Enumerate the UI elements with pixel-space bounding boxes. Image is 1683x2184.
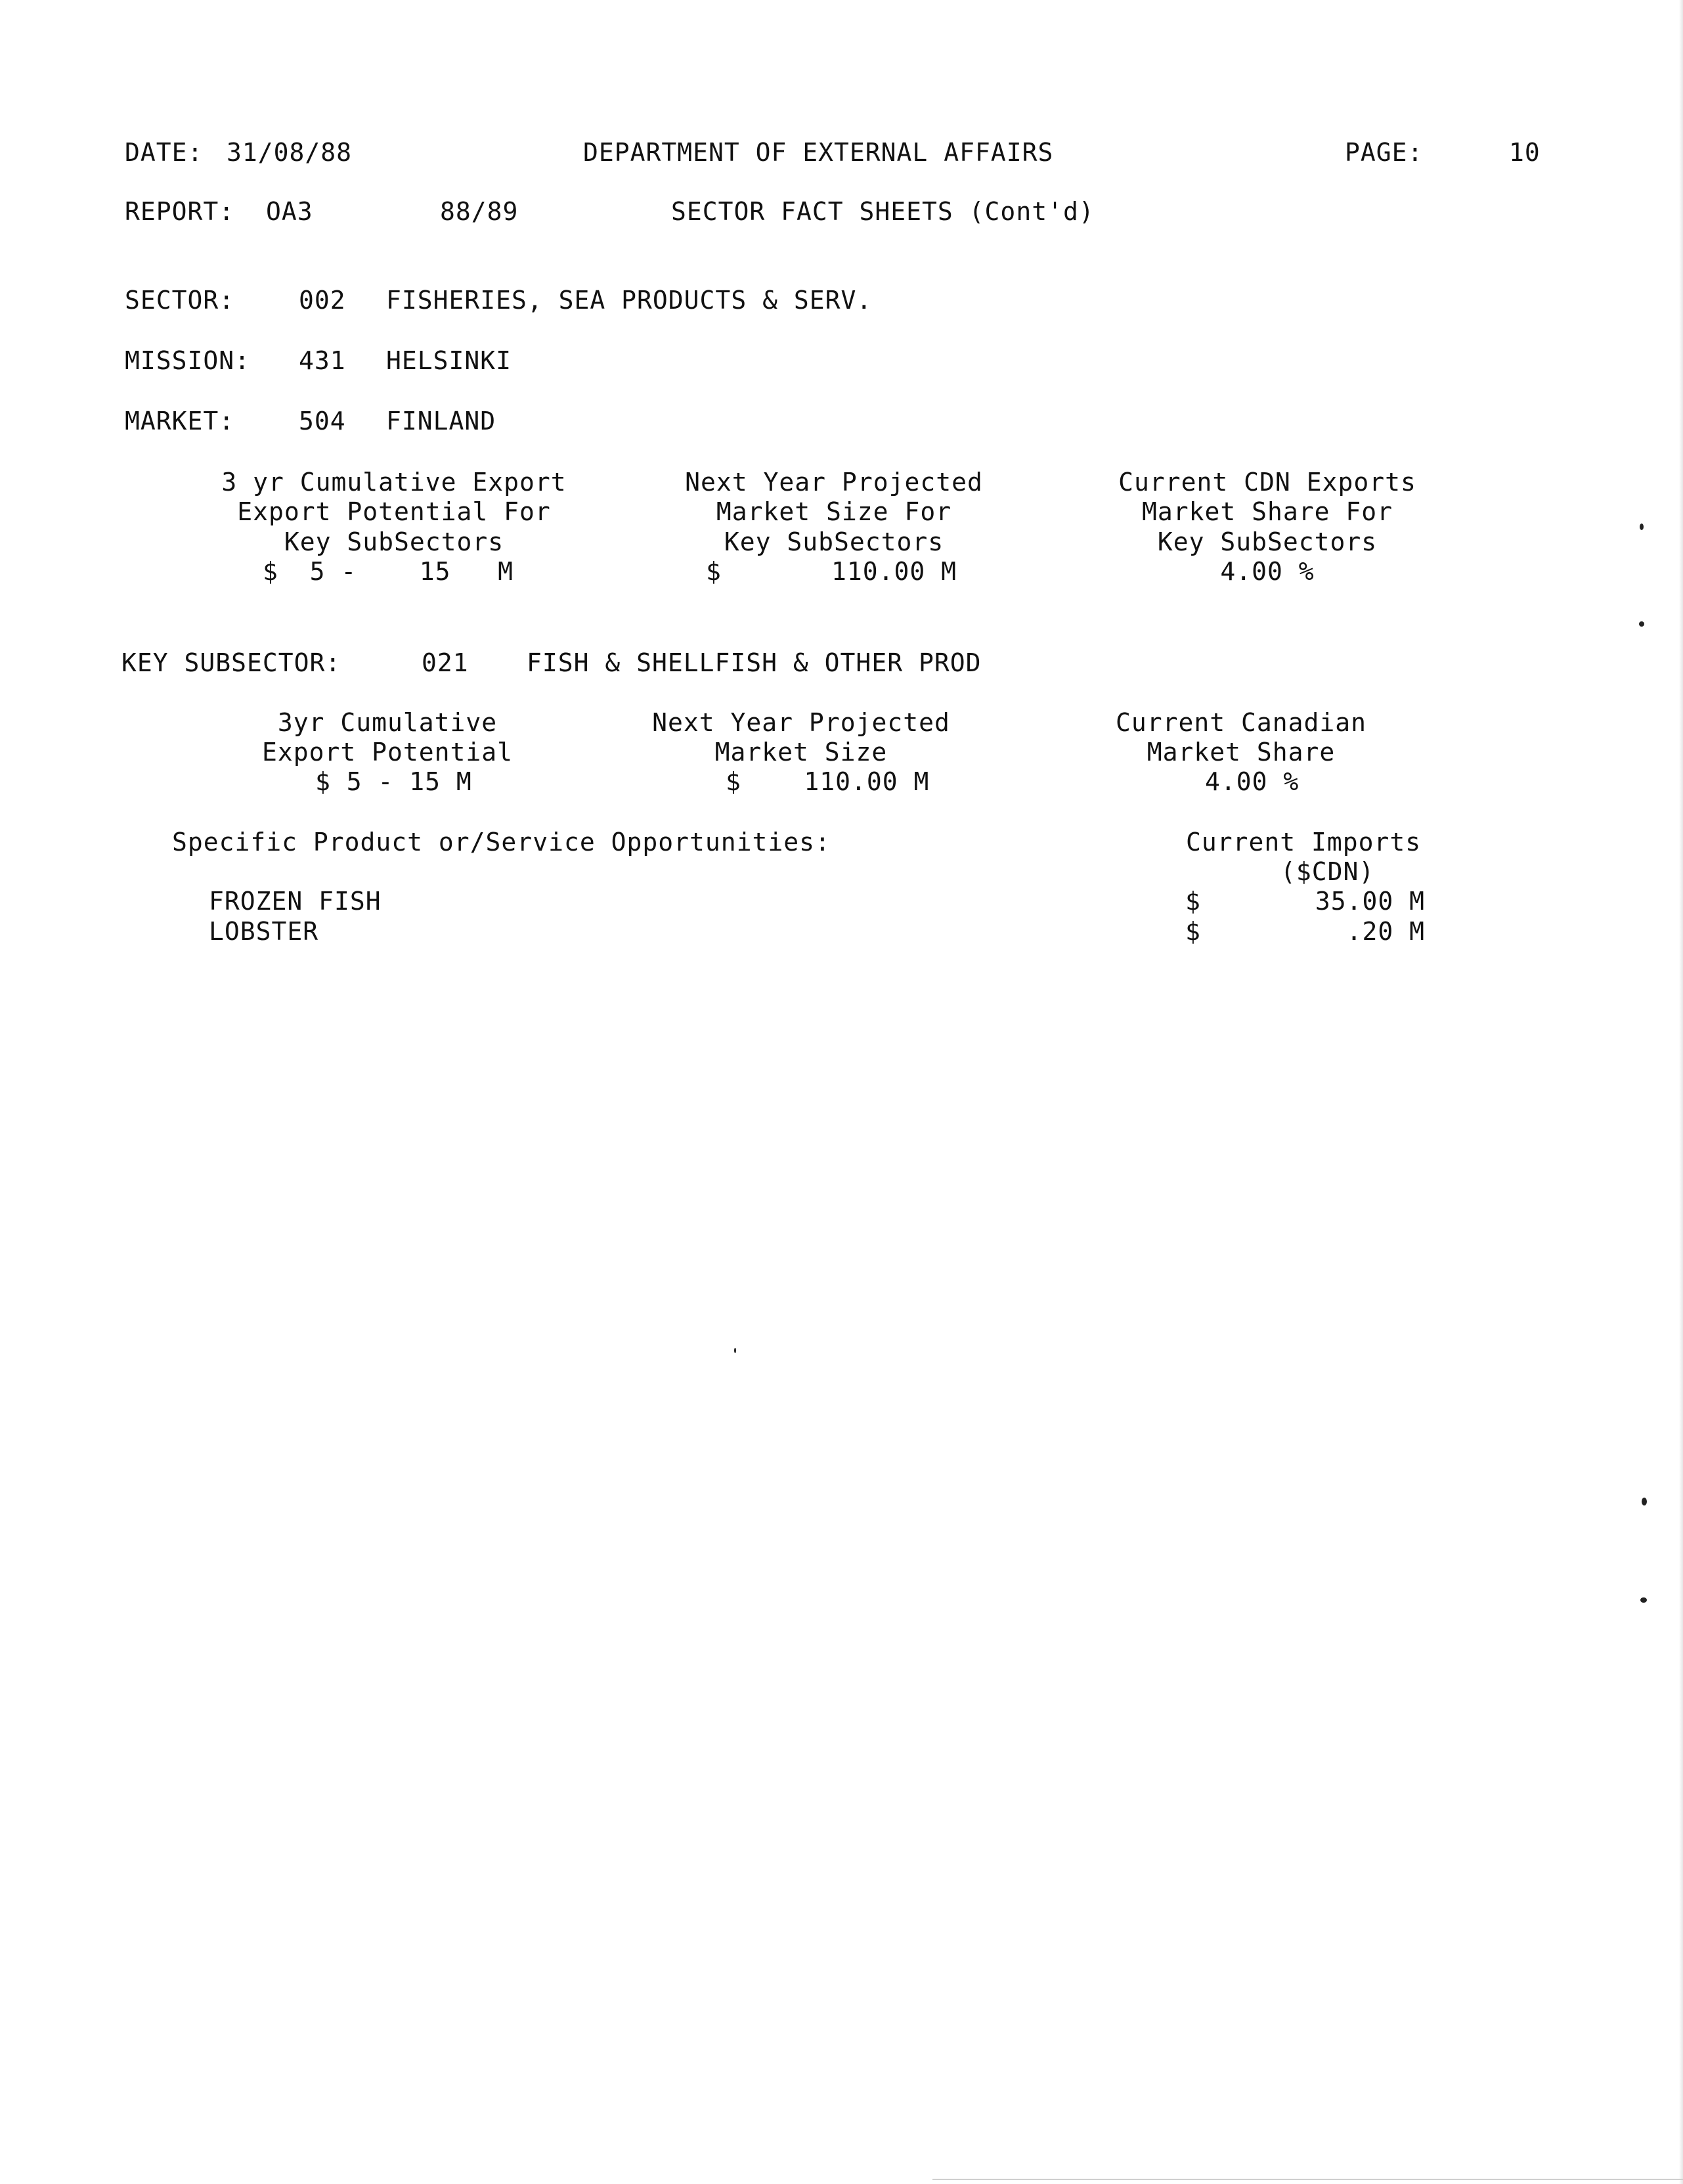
subsector-col3-line1: Current Canadian <box>1115 708 1367 737</box>
subsector-market-share-value: 4.00 % <box>1205 767 1300 796</box>
report-code: OA3 <box>266 197 313 226</box>
report-period: 88/89 <box>440 197 519 226</box>
scan-speck <box>1642 1498 1647 1505</box>
page-label: PAGE: <box>1345 138 1424 167</box>
report-label: REPORT: <box>125 197 235 226</box>
sector-market-share-value: 4.00 % <box>1220 557 1315 586</box>
date-label: DATE: <box>125 138 204 167</box>
sector-col2-line1: Next Year Projected <box>685 468 983 497</box>
subsector-col2-line2: Market Size <box>714 738 888 767</box>
department-title: DEPARTMENT OF EXTERNAL AFFAIRS <box>583 138 1054 167</box>
frozen-fish-amount: 35.00 M <box>1315 887 1425 916</box>
imports-heading: Current Imports <box>1186 828 1422 857</box>
key-subsector-code: 021 <box>422 648 469 677</box>
sector-code: 002 <box>299 286 346 315</box>
sector-name: FISHERIES, SEA PRODUCTS & SERV. <box>386 286 873 315</box>
imports-unit: ($CDN) <box>1280 857 1375 886</box>
report-title: SECTOR FACT SHEETS (Cont'd) <box>671 197 1095 226</box>
sector-col3-line3: Key SubSectors <box>1157 527 1378 556</box>
sector-col3-line2: Market Share For <box>1141 497 1393 526</box>
scan-edge <box>1679 0 1683 2184</box>
mission-name: HELSINKI <box>386 346 512 375</box>
sector-col1-line3: Key SubSectors <box>284 527 504 556</box>
lobster-currency: $ <box>1185 917 1201 946</box>
sector-col1-line1: 3 yr Cumulative Export <box>221 468 567 497</box>
scan-bottom-line <box>932 2179 1683 2180</box>
key-subsector-name: FISH & SHELLFISH & OTHER PROD <box>527 648 982 677</box>
scan-speck <box>734 1348 736 1353</box>
subsector-market-size-value: $ 110.00 M <box>726 767 930 796</box>
subsector-col1-line1: 3yr Cumulative <box>277 708 498 737</box>
subsector-col3-line2: Market Share <box>1147 738 1336 767</box>
scan-speck <box>1639 621 1644 627</box>
mission-label: MISSION: <box>125 346 251 375</box>
sector-market-size-value: $ 110.00 M <box>706 557 957 586</box>
key-subsector-label: KEY SUBSECTOR: <box>121 648 341 677</box>
market-code: 504 <box>299 407 346 435</box>
subsector-col1-line2: Export Potential <box>261 738 514 767</box>
frozen-fish-currency: $ <box>1185 887 1201 916</box>
market-label: MARKET: <box>125 407 235 435</box>
sector-col3-line1: Current CDN Exports <box>1118 468 1416 497</box>
date-value: 31/08/88 <box>227 138 353 167</box>
mission-code: 431 <box>299 346 346 375</box>
sector-label: SECTOR: <box>125 286 235 315</box>
page-number: 10 <box>1509 138 1541 167</box>
product-frozen-fish: FROZEN FISH <box>209 887 382 916</box>
sector-col2-line3: Key SubSectors <box>724 527 944 556</box>
subsector-col2-line1: Next Year Projected <box>652 708 950 737</box>
subsector-export-potential-value: $ 5 - 15 M <box>315 767 472 796</box>
market-name: FINLAND <box>386 407 496 435</box>
sector-col1-line2: Export Potential For <box>237 497 551 526</box>
opportunities-heading: Specific Product or/Service Opportunities: <box>172 828 831 857</box>
scan-speck <box>1640 524 1644 530</box>
lobster-amount: .20 M <box>1346 917 1425 946</box>
sector-col2-line2: Market Size For <box>716 497 952 526</box>
sector-export-potential-value: $ 5 - 15 M <box>263 557 514 586</box>
product-lobster: LOBSTER <box>209 917 319 946</box>
scan-speck <box>1640 1597 1647 1603</box>
